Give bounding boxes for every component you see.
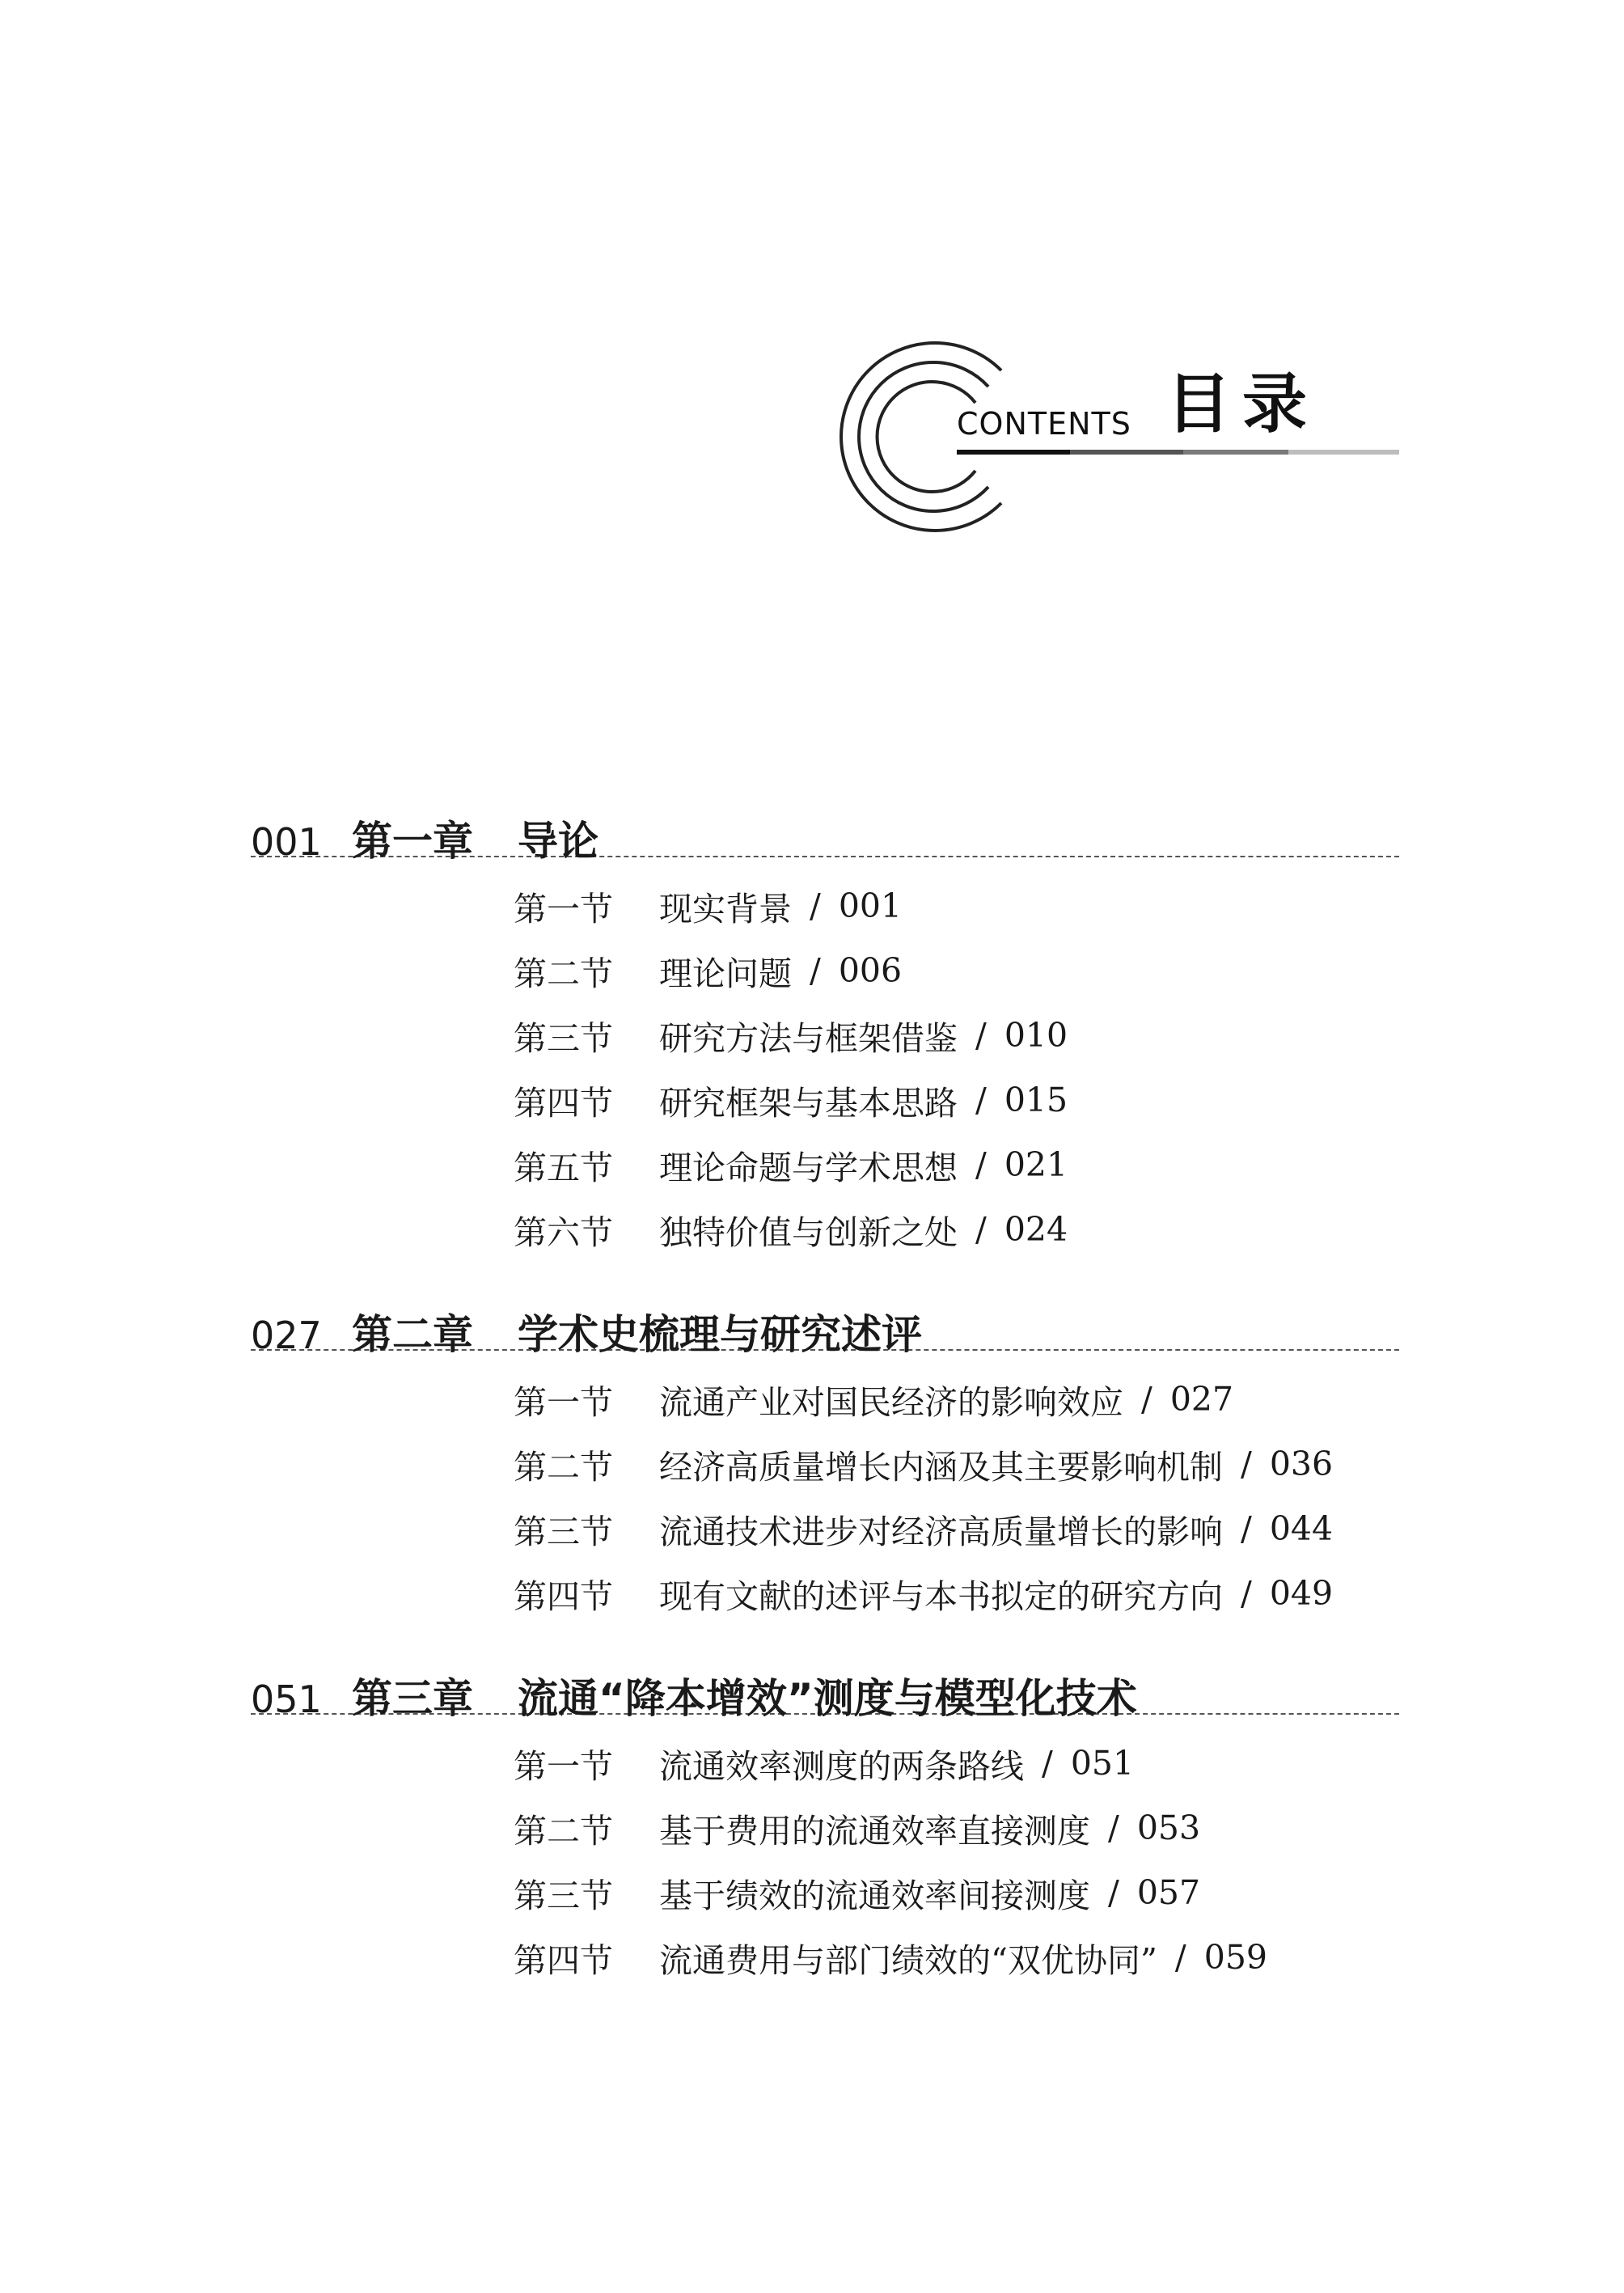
section-entry[interactable] [514, 1860, 1399, 1925]
section-number: 第三节 [514, 1876, 613, 1915]
section-title: 基于费用的流通效率直接测度 [659, 1811, 1090, 1851]
chapter-3 [251, 1650, 1399, 2014]
section-entry[interactable] [514, 1561, 1399, 1626]
title-underline [957, 450, 1070, 455]
section-page: 024 [1004, 1210, 1068, 1249]
chapter-number: 第一章 [352, 818, 473, 865]
section-entry[interactable] [514, 938, 1399, 1003]
section-page: 053 [1136, 1809, 1201, 1847]
separator: / [1108, 1873, 1119, 1912]
section-page: 006 [838, 951, 903, 990]
page-title: 目录 [1166, 366, 1318, 442]
section-page: 015 [1004, 1081, 1068, 1119]
title-underline [1070, 450, 1183, 455]
section-list [251, 1715, 1399, 2014]
section-page: 049 [1269, 1574, 1334, 1613]
separator: / [1241, 1574, 1252, 1613]
chapter-number: 第二章 [352, 1311, 473, 1358]
section-entry[interactable] [514, 1367, 1399, 1432]
chapter-number: 第三章 [352, 1675, 473, 1722]
title-underline [1183, 450, 1288, 455]
section-entry[interactable] [514, 1068, 1399, 1132]
chapter-page: 051 [251, 1677, 322, 1721]
section-title: 流通技术进步对经济高质量增长的影响 [659, 1512, 1223, 1551]
separator: / [1241, 1509, 1252, 1548]
chapter-heading[interactable] [251, 793, 1399, 865]
section-entry[interactable] [514, 1496, 1399, 1561]
chapter-title: 学术史梳理与研究述评 [518, 1311, 922, 1358]
toc-header [0, 0, 1624, 582]
section-page: 059 [1203, 1938, 1268, 1977]
section-entry[interactable] [514, 1003, 1399, 1068]
section-page: 010 [1004, 1016, 1068, 1055]
chapter-title: 导论 [518, 818, 598, 865]
section-title: 研究方法与框架借鉴 [659, 1018, 958, 1058]
section-number: 第二节 [514, 954, 613, 993]
section-entry[interactable] [514, 874, 1399, 938]
title-underline [1288, 450, 1399, 455]
chapter-title: 流通“降本增效”测度与模型化技术 [518, 1675, 1137, 1722]
section-title: 流通费用与部门绩效的“双优协同” [659, 1940, 1157, 1980]
separator: / [975, 1016, 987, 1055]
section-number: 第一节 [514, 1746, 613, 1786]
separator: / [810, 886, 821, 925]
separator: / [975, 1210, 987, 1249]
section-number: 第五节 [514, 1148, 613, 1187]
chapter-heading[interactable] [251, 1650, 1399, 1722]
section-title: 基于绩效的流通效率间接测度 [659, 1876, 1090, 1915]
section-page: 027 [1169, 1380, 1234, 1419]
chapter-heading[interactable] [251, 1286, 1399, 1358]
section-page: 051 [1070, 1744, 1135, 1783]
section-title: 理论命题与学术思想 [659, 1148, 958, 1187]
section-number: 第二节 [514, 1811, 613, 1851]
contents-label: CONTENTS [957, 406, 1131, 442]
separator: / [975, 1145, 987, 1184]
section-number: 第三节 [514, 1018, 613, 1058]
section-title: 现实背景 [659, 889, 792, 929]
section-title: 理论问题 [659, 954, 792, 993]
separator: / [1241, 1445, 1252, 1483]
chapter-1 [251, 793, 1399, 1286]
section-number: 第三节 [514, 1512, 613, 1551]
section-entry[interactable] [514, 1197, 1399, 1262]
section-page: 001 [838, 886, 903, 925]
section-title: 流通效率测度的两条路线 [659, 1746, 1024, 1786]
section-title: 流通产业对国民经济的影响效应 [659, 1382, 1123, 1422]
section-title: 现有文献的述评与本书拟定的研究方向 [659, 1576, 1223, 1616]
separator: / [1108, 1809, 1119, 1847]
chapter-2 [251, 1286, 1399, 1650]
separator: / [1042, 1744, 1053, 1783]
section-number: 第二节 [514, 1447, 613, 1487]
section-number: 第一节 [514, 889, 613, 929]
section-number: 第四节 [514, 1083, 613, 1123]
section-number: 第四节 [514, 1940, 613, 1980]
chapter-page: 001 [251, 820, 322, 864]
section-title: 独特价值与创新之处 [659, 1212, 958, 1252]
section-number: 第四节 [514, 1576, 613, 1616]
section-list [251, 1351, 1399, 1650]
section-title: 研究框架与基本思路 [659, 1083, 958, 1123]
section-page: 057 [1136, 1873, 1201, 1912]
section-page: 044 [1269, 1509, 1334, 1548]
separator: / [810, 951, 821, 990]
section-entry[interactable] [514, 1731, 1399, 1796]
section-title: 经济高质量增长内涵及其主要影响机制 [659, 1447, 1223, 1487]
section-page: 036 [1269, 1445, 1334, 1483]
section-entry[interactable] [514, 1132, 1399, 1197]
table-of-contents [251, 793, 1399, 2014]
section-number: 第一节 [514, 1382, 613, 1422]
section-entry[interactable] [514, 1796, 1399, 1860]
section-entry[interactable] [514, 1925, 1399, 1990]
section-entry[interactable] [514, 1432, 1399, 1496]
separator: / [975, 1081, 987, 1119]
section-page: 021 [1004, 1145, 1068, 1184]
section-list [251, 857, 1399, 1286]
separator: / [1141, 1380, 1152, 1419]
chapter-page: 027 [251, 1314, 322, 1357]
section-number: 第六节 [514, 1212, 613, 1252]
separator: / [1174, 1938, 1186, 1977]
